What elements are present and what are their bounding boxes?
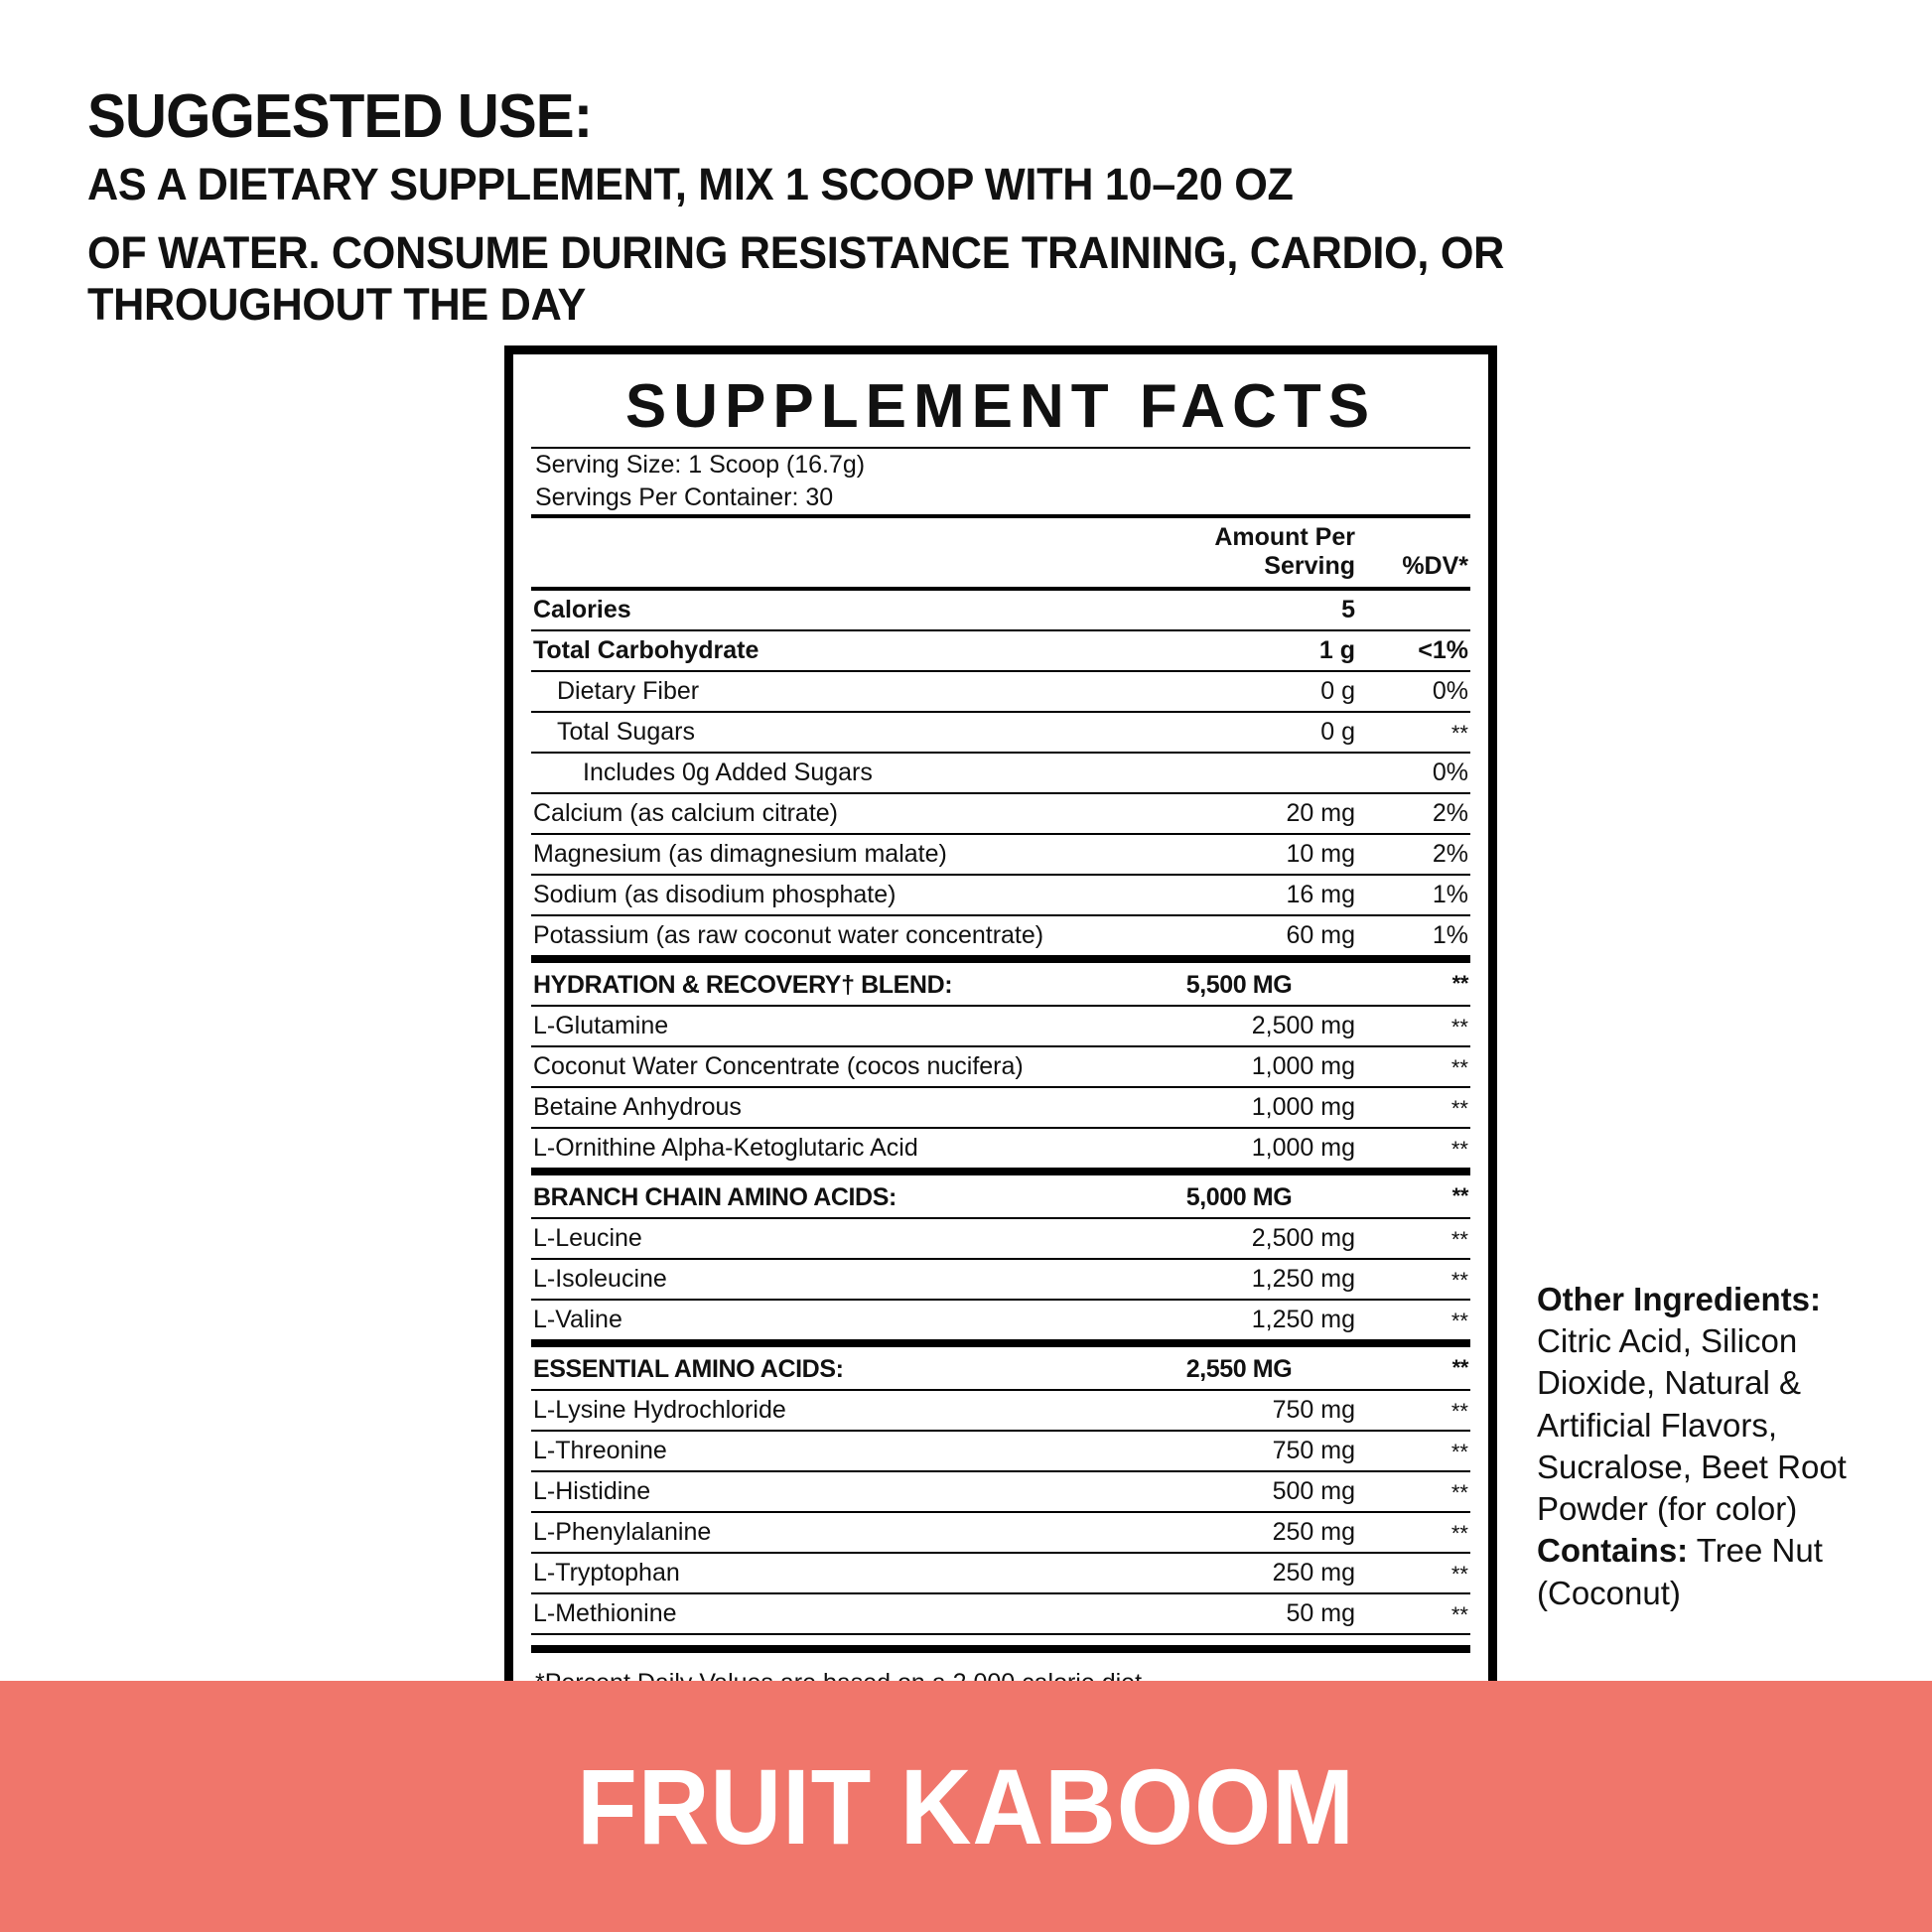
facts-row-name: Betaine Anhydrous <box>531 1087 1133 1128</box>
facts-row-amount <box>1133 753 1357 793</box>
nutrient-row <box>531 712 1470 753</box>
facts-row-dv: 2% <box>1357 834 1470 875</box>
facts-row-amount: 20 mg <box>1133 793 1357 834</box>
suggested-use-label: SUGGESTED USE: <box>87 82 593 151</box>
facts-row-dv: 2% <box>1357 793 1470 834</box>
blend-item-row <box>531 1471 1470 1512</box>
flavor-name: FRUIT KABOOM <box>577 1746 1355 1866</box>
nutrient-row <box>531 589 1470 630</box>
footnote-divider <box>531 1645 1470 1653</box>
facts-row-name: L-Valine <box>531 1300 1133 1343</box>
facts-row-amount: 5,500 MG <box>1133 959 1357 1006</box>
facts-row-dv: 1% <box>1357 915 1470 959</box>
facts-row-amount: 1,250 mg <box>1133 1300 1357 1343</box>
facts-row-dv: ** <box>1357 1390 1470 1431</box>
facts-row-amount: 2,500 mg <box>1133 1006 1357 1046</box>
nutrient-row <box>531 875 1470 915</box>
facts-row-dv: 1% <box>1357 875 1470 915</box>
facts-row-dv: ** <box>1357 1218 1470 1259</box>
facts-row-amount: 750 mg <box>1133 1431 1357 1471</box>
suggested-use-line-2: OF WATER. CONSUME DURING RESISTANCE TRAINING, CARDIO, OR THROUGHOUT THE DAY <box>87 226 1505 330</box>
facts-row-amount: 1,000 mg <box>1133 1128 1357 1172</box>
nutrient-row <box>531 834 1470 875</box>
serving-size: Serving Size: 1 Scoop (16.7g) <box>535 450 866 479</box>
facts-row-dv: ** <box>1357 1172 1470 1218</box>
facts-row-name: Dietary Fiber <box>531 671 1133 712</box>
flavor-band <box>0 1681 1932 1932</box>
blend-item-row <box>531 1218 1470 1259</box>
facts-row-dv: <1% <box>1357 630 1470 671</box>
facts-row-amount: 250 mg <box>1133 1553 1357 1593</box>
supplement-facts-panel <box>504 345 1497 1761</box>
facts-row-name: Calcium (as calcium citrate) <box>531 793 1133 834</box>
facts-row-amount: 1,000 mg <box>1133 1087 1357 1128</box>
facts-row-dv: ** <box>1357 1087 1470 1128</box>
facts-row-amount: 1,000 mg <box>1133 1046 1357 1087</box>
blend-item-row <box>531 1046 1470 1087</box>
facts-row-name: Total Carbohydrate <box>531 630 1133 671</box>
suggested-use-text: AS A DIETARY SUPPLEMENT, MIX 1 SCOOP WITH 10–20 OZ <box>87 159 1294 210</box>
blend-item-row <box>531 1431 1470 1471</box>
blend-item-row <box>531 1390 1470 1431</box>
blend-item-row <box>531 1512 1470 1553</box>
facts-row-amount: 1,250 mg <box>1133 1259 1357 1300</box>
facts-row-amount: 50 mg <box>1133 1593 1357 1634</box>
other-ingredients-label: Other Ingredients: <box>1537 1281 1822 1317</box>
facts-row-amount: 2,500 mg <box>1133 1218 1357 1259</box>
facts-row-dv: ** <box>1357 1431 1470 1471</box>
facts-row-dv <box>1357 589 1470 630</box>
facts-row-name: Includes 0g Added Sugars <box>531 753 1133 793</box>
facts-row-dv: ** <box>1357 959 1470 1006</box>
facts-row-dv: ** <box>1357 1343 1470 1390</box>
contains-text: Tree Nut (Coconut) <box>1537 1532 1823 1611</box>
facts-row-amount: 500 mg <box>1133 1471 1357 1512</box>
nutrient-row <box>531 630 1470 671</box>
nutrient-row <box>531 671 1470 712</box>
blend-item-row <box>531 1553 1470 1593</box>
facts-row-dv: ** <box>1357 1471 1470 1512</box>
blend-header-row <box>531 959 1470 1006</box>
facts-row-dv: ** <box>1357 712 1470 753</box>
facts-row-amount: 2,550 MG <box>1133 1343 1357 1390</box>
suggested-use-line-1 <box>87 77 1864 213</box>
facts-row-dv: ** <box>1357 1593 1470 1634</box>
facts-row-name: Total Sugars <box>531 712 1133 753</box>
facts-row-amount: 0 g <box>1133 712 1357 753</box>
facts-row-name: Potassium (as raw coconut water concentrate) <box>531 915 1133 959</box>
nutrient-row <box>531 915 1470 959</box>
blend-item-row <box>531 1087 1470 1128</box>
blend-item-row <box>531 1300 1470 1343</box>
panel-title: SUPPLEMENT FACTS <box>624 372 1377 441</box>
facts-row-dv: ** <box>1357 1046 1470 1087</box>
facts-table <box>531 514 1470 1635</box>
facts-row-dv: ** <box>1357 1553 1470 1593</box>
facts-row-amount: 60 mg <box>1133 915 1357 959</box>
nutrient-row <box>531 753 1470 793</box>
facts-row-name: L-Methionine <box>531 1593 1133 1634</box>
facts-row-name: L-Threonine <box>531 1431 1133 1471</box>
facts-row-dv: ** <box>1357 1128 1470 1172</box>
other-ingredients-text: Citric Acid, Silicon Dioxide, Natural & Artificial Flavors, Sucralose, Beet Root Powder (for color) <box>1537 1322 1847 1528</box>
facts-row-amount: 0 g <box>1133 671 1357 712</box>
blend-header-row <box>531 1343 1470 1390</box>
facts-header-dv: %DV* <box>1357 516 1470 589</box>
servings-per-container: Servings Per Container: 30 <box>535 483 834 511</box>
facts-row-name: L-Isoleucine <box>531 1259 1133 1300</box>
blend-item-row <box>531 1128 1470 1172</box>
facts-header-blank <box>531 516 1133 589</box>
facts-row-name: L-Lysine Hydrochloride <box>531 1390 1133 1431</box>
facts-row-dv: 0% <box>1357 753 1470 793</box>
facts-row-name: L-Leucine <box>531 1218 1133 1259</box>
facts-row-amount: 5 <box>1133 589 1357 630</box>
facts-row-name: Magnesium (as dimagnesium malate) <box>531 834 1133 875</box>
facts-header-amount: Amount Per Serving <box>1133 516 1357 589</box>
facts-row-amount: 750 mg <box>1133 1390 1357 1431</box>
facts-row-amount: 10 mg <box>1133 834 1357 875</box>
facts-row-amount: 250 mg <box>1133 1512 1357 1553</box>
blend-item-row <box>531 1259 1470 1300</box>
facts-row-name: L-Glutamine <box>531 1006 1133 1046</box>
blend-item-row <box>531 1593 1470 1634</box>
facts-row-amount: 5,000 MG <box>1133 1172 1357 1218</box>
facts-row-name: ESSENTIAL AMINO ACIDS: <box>531 1343 1133 1390</box>
blend-item-row <box>531 1006 1470 1046</box>
other-ingredients-block <box>1537 1279 1894 1614</box>
facts-row-dv: ** <box>1357 1512 1470 1553</box>
facts-row-name: Calories <box>531 589 1133 630</box>
facts-row-name: Coconut Water Concentrate (cocos nucifera) <box>531 1046 1133 1087</box>
suggested-use-block <box>87 77 1864 331</box>
facts-row-name: L-Histidine <box>531 1471 1133 1512</box>
facts-row-name: BRANCH CHAIN AMINO ACIDS: <box>531 1172 1133 1218</box>
facts-header-row <box>531 516 1470 589</box>
facts-row-dv: ** <box>1357 1006 1470 1046</box>
facts-row-name: L-Phenylalanine <box>531 1512 1133 1553</box>
blend-header-row <box>531 1172 1470 1218</box>
facts-row-name: L-Tryptophan <box>531 1553 1133 1593</box>
facts-row-name: Sodium (as disodium phosphate) <box>531 875 1133 915</box>
nutrient-row <box>531 793 1470 834</box>
facts-row-name: L-Ornithine Alpha-Ketoglutaric Acid <box>531 1128 1133 1172</box>
facts-row-dv: 0% <box>1357 671 1470 712</box>
facts-row-amount: 16 mg <box>1133 875 1357 915</box>
facts-row-amount: 1 g <box>1133 630 1357 671</box>
facts-row-name: HYDRATION & RECOVERY† BLEND: <box>531 959 1133 1006</box>
facts-row-dv: ** <box>1357 1300 1470 1343</box>
facts-row-dv: ** <box>1357 1259 1470 1300</box>
contains-label: Contains: <box>1537 1532 1689 1570</box>
